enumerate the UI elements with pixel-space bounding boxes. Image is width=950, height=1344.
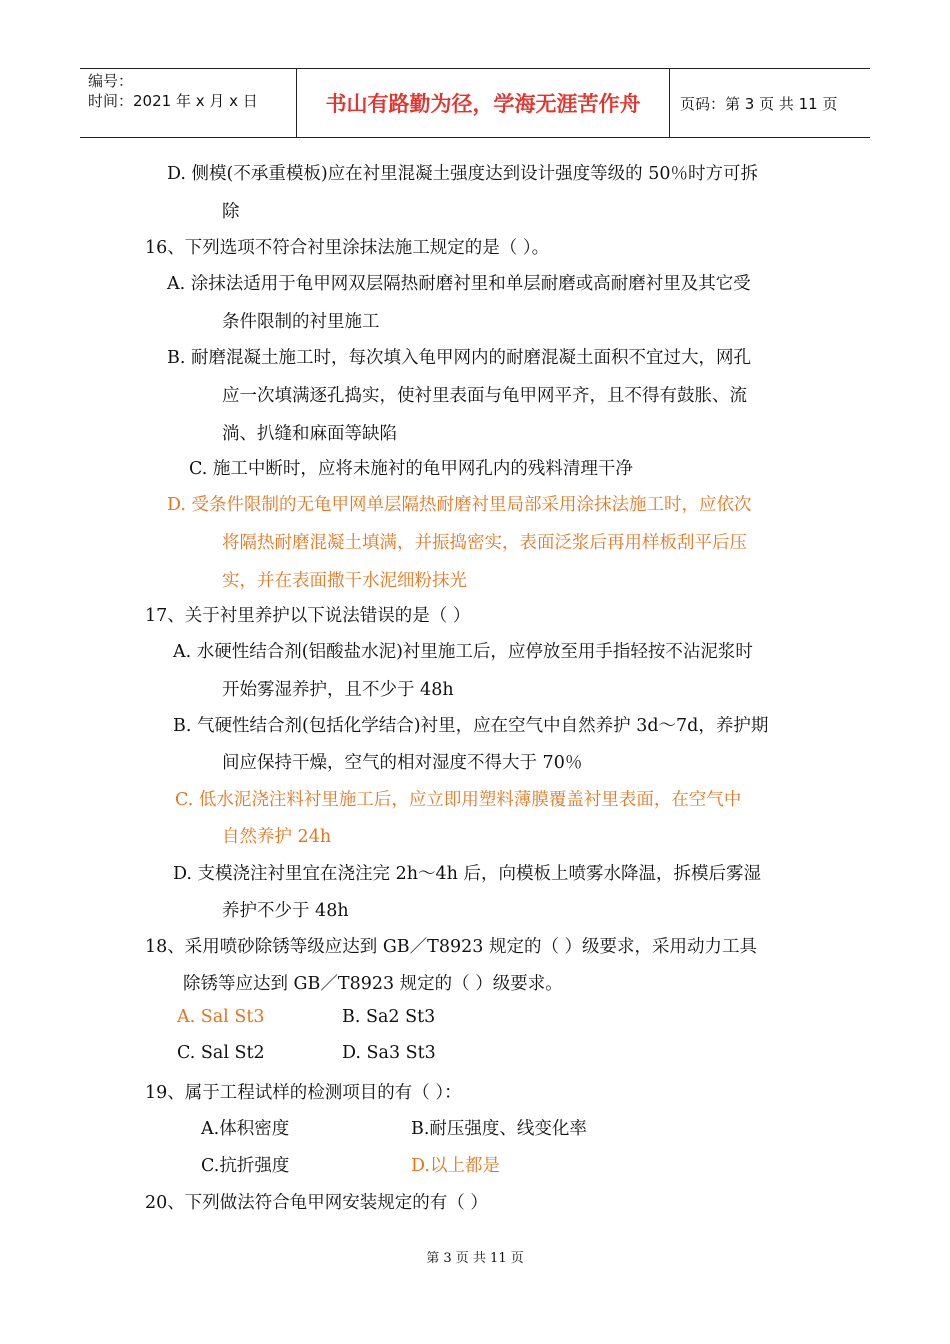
text-line: C. 施工中断时，应将未施衬的龟甲网孔内的残料清理干净: [189, 459, 633, 479]
text-line: 间应保持干燥，空气的相对湿度不得大于 70％: [222, 753, 583, 773]
header-motto-cell: [297, 69, 670, 137]
answer-line: D. 受条件限制的无龟甲网单层隔热耐磨衬里局部采用涂抹法施工时，应依次: [167, 495, 752, 515]
option-b: B. Sa2 St3: [342, 1007, 436, 1027]
text-line: D. 侧模(不承重模板)应在衬里混凝土强度达到设计强度等级的 50％时方可拆: [167, 164, 759, 184]
answer-line: 自然养护 24h: [222, 827, 332, 847]
option-d: D. Sa3 St3: [342, 1043, 436, 1063]
question-16: 16、下列选项不符合衬里涂抹法施工规定的是（ ）。: [145, 238, 550, 258]
question-18: 18、采用喷砂除锈等级应达到 GB／T8923 规定的（ ）级要求，采用动力工具: [145, 937, 758, 957]
question-17: 17、关于衬里养护以下说法错误的是（ ）: [145, 606, 471, 626]
question-19: 19、属于工程试样的检测项目的有（ ）：: [145, 1083, 462, 1103]
answer-line: 实，并在表面撒干水泥细粉抹光: [222, 571, 467, 591]
text-line: 条件限制的衬里施工: [222, 312, 380, 332]
motto: 书山有路勤为径，学海无涯苦作舟: [325, 92, 641, 116]
time-label: 时间：2021 年 x 月 x 日: [88, 92, 258, 110]
option-d: D.以上都是: [411, 1156, 500, 1176]
option-c: C. Sal St2: [177, 1043, 265, 1063]
answer-line: C. 低水泥浇注料衬里施工后，应立即用塑料薄膜覆盖衬里表面，在空气中: [175, 790, 742, 810]
text-line: 除锈等应达到 GB／T8923 规定的（ ）级要求。: [183, 974, 563, 994]
text-line: 养护不少于 48h: [222, 901, 349, 921]
option-b: B.耐压强度、线变化率: [411, 1119, 587, 1139]
page-info: 页码：第 3 页 共 11 页: [680, 94, 838, 113]
text-line: 应一次填满逐孔捣实，使衬里表面与龟甲网平齐，且不得有鼓胀、流: [222, 386, 747, 406]
text-line: A. 涂抹法适用于龟甲网双层隔热耐磨衬里和单层耐磨或高耐磨衬里及其它受: [167, 274, 751, 294]
number-label: 编号：: [88, 72, 134, 90]
option-a: A.体积密度: [201, 1119, 290, 1139]
text-line: 开始雾湿养护，且不少于 48h: [222, 680, 454, 700]
page-header: [80, 68, 870, 138]
text-line: B. 气硬性结合剂(包括化学结合)衬里，应在空气中自然养护 3d～7d，养护期: [173, 716, 769, 736]
option-a: A. Sal St3: [177, 1007, 265, 1027]
text-line: B. 耐磨混凝土施工时，每次填入龟甲网内的耐磨混凝土面积不宜过大，网孔: [167, 348, 751, 368]
answer-line: 将隔热耐磨混凝土填满，并振捣密实，表面泛浆后再用样板刮平后压: [222, 533, 747, 553]
text-line: 淌、扒缝和麻面等缺陷: [222, 424, 397, 444]
page-footer: 第 3 页 共 11 页: [426, 1251, 524, 1266]
header-meta: [80, 69, 297, 137]
text-line: D. 支模浇注衬里宜在浇注完 2h～4h 后，向模板上喷雾水降温，拆模后雾湿: [173, 864, 761, 884]
question-20: 20、下列做法符合龟甲网安装规定的有（ ）: [145, 1193, 488, 1213]
text-line: A. 水硬性结合剂(铝酸盐水泥)衬里施工后，应停放至用手指轻按不沾泥浆时: [173, 642, 753, 662]
text-line: 除: [222, 202, 240, 222]
option-c: C.抗折强度: [201, 1156, 290, 1176]
